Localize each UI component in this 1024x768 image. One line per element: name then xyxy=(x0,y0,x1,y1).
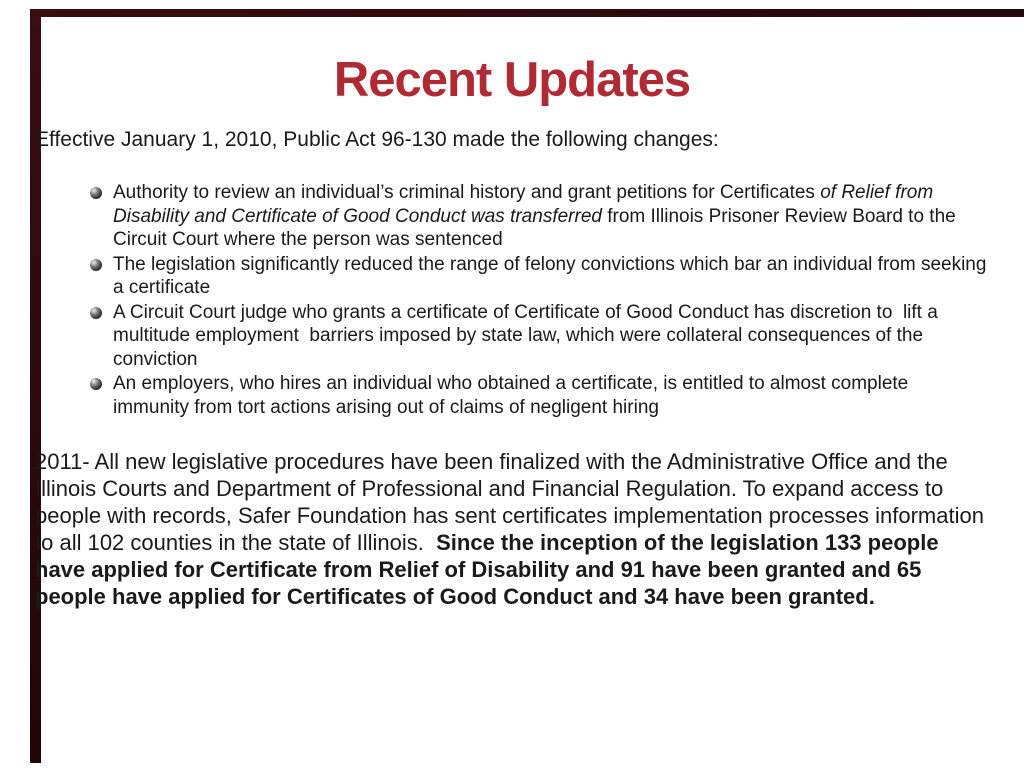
bullet-text xyxy=(113,253,992,300)
bullet-text xyxy=(113,301,987,372)
list-item xyxy=(90,301,987,372)
bullet-text xyxy=(113,181,987,252)
bullet-sphere-icon xyxy=(90,307,102,319)
list-item xyxy=(90,253,992,300)
closing-paragraph xyxy=(35,448,991,610)
bullet-text xyxy=(113,372,987,419)
slide-frame-left-bar xyxy=(30,9,41,763)
bullet-text-segment: An employers, who hires an individual who obtained a certificate, is entitled to almost complete immunity from tort actions arising out of claims of negligent hiring xyxy=(113,373,914,418)
bullet-text-segment: The legislation significantly reduced the range of felony convictions which bar an individual from seeking a certificate xyxy=(113,253,992,298)
list-item xyxy=(90,372,987,419)
closing-normal-text: 2011- All new legislative procedures have been finalized with the Administrative Office and the Illinois Courts and Department of Professional and Financial Regulation. To expand access to people with records, Safer Foundation has sent certificates implementation processes information to all 102 counties in the state of Illinois. xyxy=(35,449,991,555)
bullet-sphere-icon xyxy=(90,187,102,199)
bullet-text-segment: A Circuit Court judge who grants a certificate of Certificate of Good Conduct has discretion to lift a multitude employment barriers imposed by state law, which were collateral consequences of the conviction xyxy=(113,301,944,370)
list-item xyxy=(90,181,987,252)
bullet-list xyxy=(90,181,992,420)
bullet-text-segment: from Illinois Prisoner Review Board to the Circuit Court where the person was sentenced xyxy=(113,205,961,250)
slide-frame-top-bar xyxy=(30,9,1024,17)
intro-text: Effective January 1, 2010, Public Act 96-130 made the following changes: xyxy=(35,128,719,151)
bullet-text-segment: Authority to review an individual’s criminal history and grant petitions for Certificates xyxy=(113,182,821,203)
bullet-sphere-icon xyxy=(90,259,102,271)
closing-bold-text: Since the inception of the legislation 133 people have applied for Certificate from Relief of Disability and 91 have been granted and 65 people have applied for Certificates of Good Conduct and 34 have been granted. xyxy=(35,530,945,609)
page-title: Recent Updates xyxy=(333,53,691,107)
bullet-sphere-icon xyxy=(90,378,102,390)
bullet-text-italic-segment: of Relief from Disability and Certificate of Good Conduct was transferred xyxy=(113,182,939,227)
